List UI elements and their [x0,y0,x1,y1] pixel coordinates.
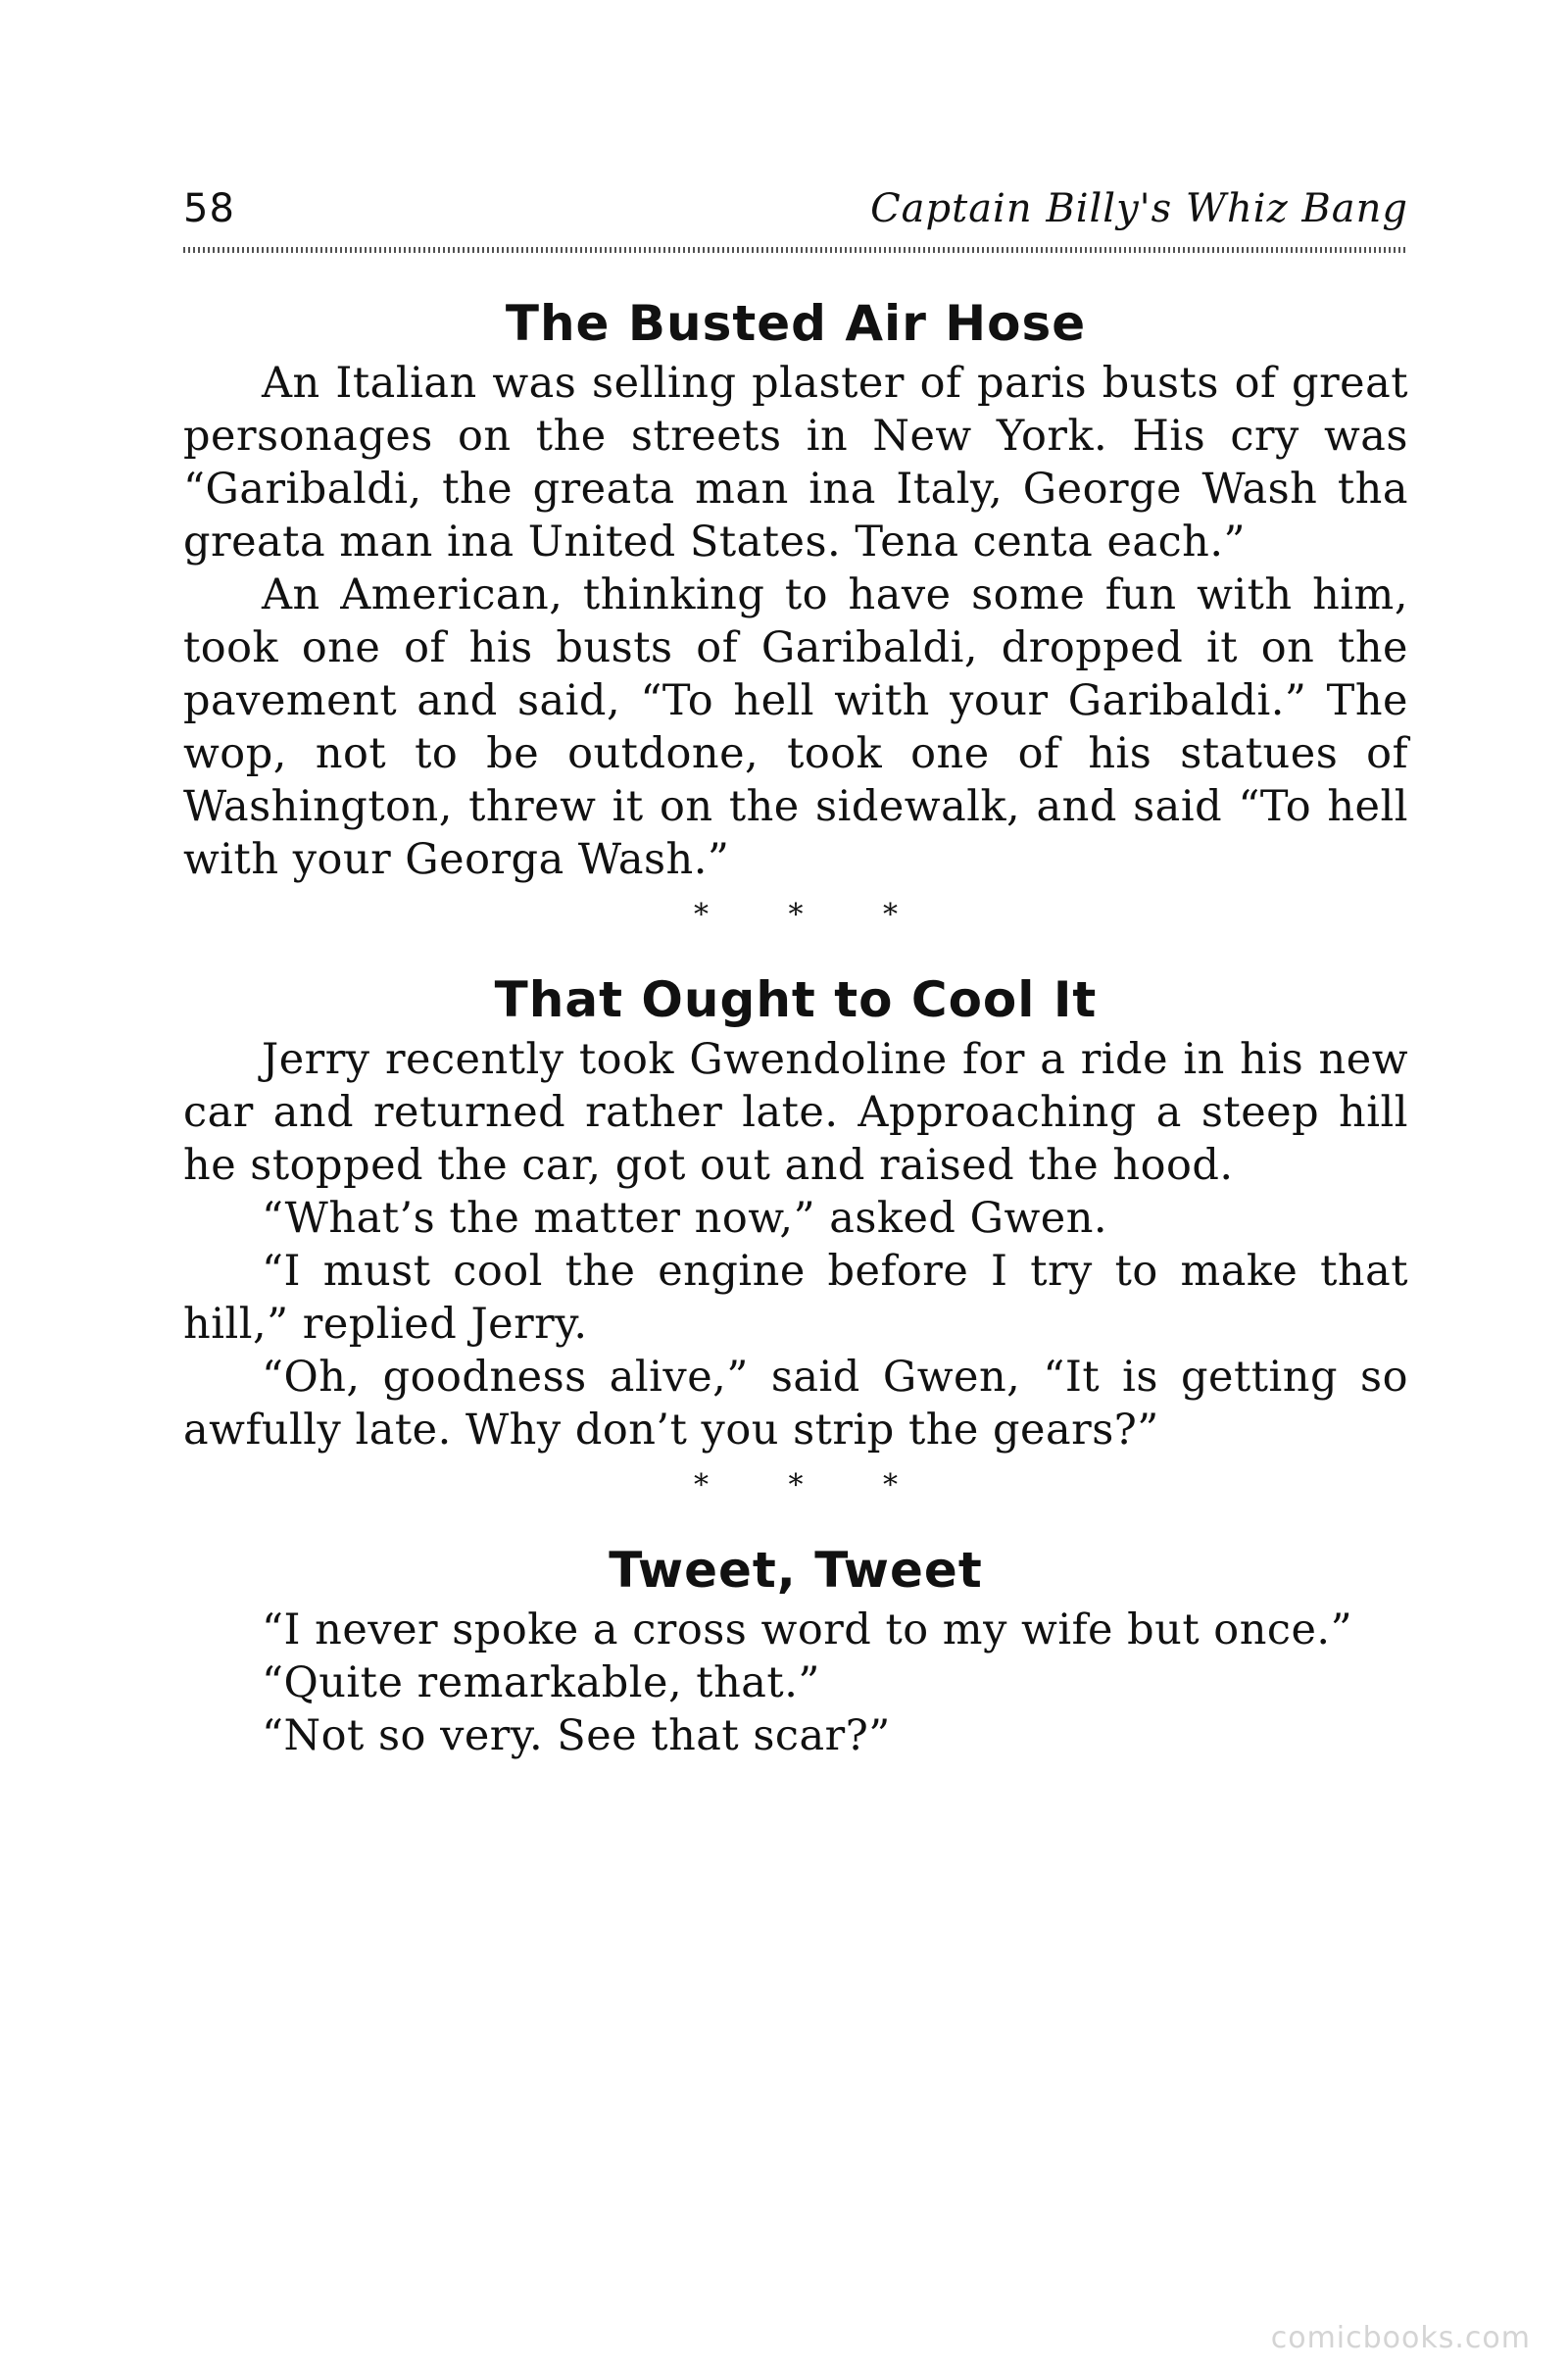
page-number: 58 [183,186,235,231]
article-tweet-tweet [183,1537,1408,1762]
section-separator: * * * [693,1468,934,1503]
book-page [183,186,1408,1762]
paragraph: “Oh, goodness alive,” said Gwen, “It is getting so awfully late. Why don’t you strip the gears?” [183,1353,1408,1455]
paragraph: “Quite remarkable, that.” [262,1658,820,1707]
article-busted-air-hose [183,290,1408,886]
paragraph: “I must cool the engine before I try to make that hill,” replied Jerry. [183,1247,1408,1349]
paragraph: An American, thinking to have some fun with him, took one of his busts of Garibaldi, dropped it on the pavement and said, “To hell with your Garibaldi.” The wop, not to be outdone, took one of his statues of Washington, threw it on the sidewalk, and said “To hell with your Georga Wash.” [183,570,1408,884]
running-title: Captain Billy's Whiz Bang [870,186,1408,231]
paragraph: “Not so very. See that scar?” [262,1711,891,1760]
paragraph: An Italian was selling plaster of paris busts of great personages on the streets in New York. His cry was “Garibaldi, the greata man ina Italy, George Wash tha greata man ina United States. Tena centa each.” [183,359,1408,567]
article-title: The Busted Air Hose [505,295,1087,352]
article-title: Tweet, Tweet [609,1542,983,1599]
paragraph: Jerry recently took Gwendoline for a ride in his new car and returned rather late. Approaching a steep hill he stopped the car, got out and raised the hood. [183,1035,1408,1190]
paragraph: “What’s the matter now,” asked Gwen. [262,1194,1108,1243]
watermark: comicbooks.com [1270,2321,1531,2355]
running-head [183,186,1408,243]
section-separator: * * * [693,898,934,932]
article-title: That Ought to Cool It [494,971,1098,1028]
header-rule [183,247,1408,253]
paragraph: “I never spoke a cross word to my wife but once.” [262,1605,1353,1654]
article-that-ought-to-cool-it [183,966,1408,1456]
